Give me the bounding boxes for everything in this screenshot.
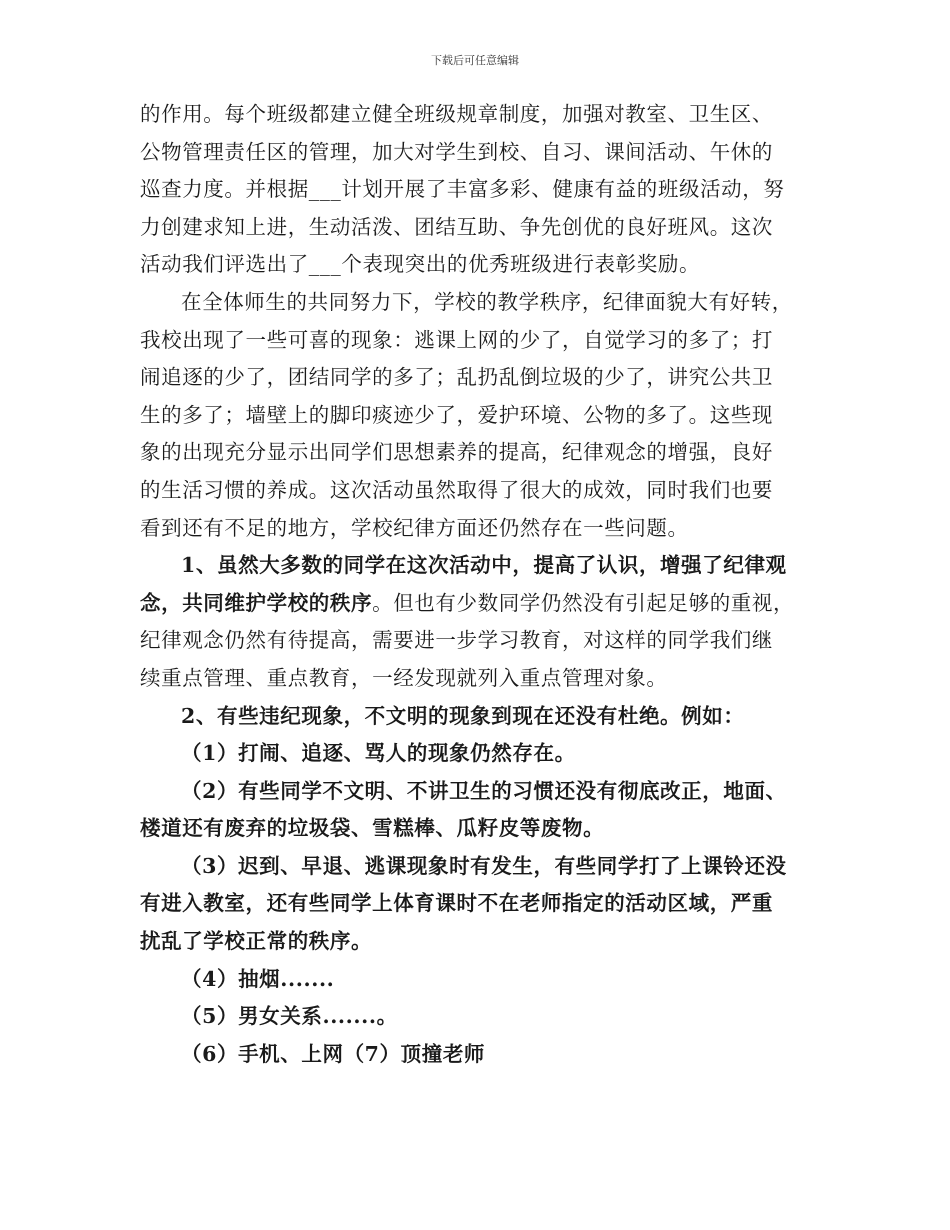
text-line: 1、虽然大多数的同学在这次活动中，提高了认识，增强了纪律观 <box>181 553 787 578</box>
text-line: 续重点管理、重点教育，一经发现就列入重点管理对象。 <box>140 665 668 690</box>
text-line: 象的出现充分显示出同学们思想素养的提高，纪律观念的增强，良好 <box>140 440 773 465</box>
text-line: 扰乱了学校正常的秩序。 <box>140 929 373 954</box>
bold-span: 念，共同维护学校的秩序 <box>140 590 373 615</box>
text-line: 生的多了；墙壁上的脚印痰迹少了，爱护环境、公物的多了。这些现 <box>140 402 773 427</box>
text-line: 楼道还有废弃的垃圾袋、雪糕棒、瓜籽皮等废物。 <box>140 816 605 841</box>
text-line <box>140 585 830 623</box>
text-line: 我校出现了一些可喜的现象：逃课上网的少了，自觉学习的多了；打 <box>140 327 773 352</box>
text-line: 活动我们评选出了___个表现突出的优秀班级进行表彰奖励。 <box>140 252 701 277</box>
text-line: 2、有些违纪现象，不文明的现象到现在还没有杜绝。例如： <box>181 703 745 728</box>
list-item: （3）迟到、早退、逃课现象时有发生，有些同学打了上课铃还没 <box>181 853 787 878</box>
text-line: 闹追逐的少了，团结同学的多了；乱扔乱倒垃圾的少了，讲究公共卫 <box>140 365 773 390</box>
text-line: 看到还有不足的地方，学校纪律方面还仍然存在一些问题。 <box>140 515 689 540</box>
text-line: 力创建求知上进，生动活泼、团结互助、争先创优的良好班风。这次 <box>140 214 773 239</box>
text-line: 纪律观念仍然有待提高，需要进一步学习教育，对这样的同学我们继 <box>140 628 773 653</box>
text-line: 在全体师生的共同努力下，学校的教学秩序，纪律面貌大有好转， <box>181 289 793 314</box>
document-body <box>140 96 830 1073</box>
page-header: 下载后可任意编辑 <box>431 54 519 67</box>
list-item: （2）有些同学不文明、不讲卫生的习惯还没有彻底改正，地面、 <box>181 778 787 803</box>
regular-span: 。但也有少数同学仍然没有引起足够的重视， <box>372 590 795 615</box>
text-line: 的作用。每个班级都建立健全班级规章制度，加强对教室、卫生区、 <box>140 102 773 126</box>
text-line: 公物管理责任区的管理，加大对学生到校、自习、课间活动、午休的 <box>140 139 773 164</box>
list-item: （4）抽烟....... <box>181 966 335 991</box>
text-line: 有进入教室，还有些同学上体育课时不在老师指定的活动区域，严重 <box>140 891 773 916</box>
text-line: 巡查力度。并根据___计划开展了丰富多彩、健康有益的班级活动，努 <box>140 177 785 202</box>
list-item: （6）手机、上网（7）顶撞老师 <box>181 1041 486 1066</box>
list-item: （1）打闹、追逐、骂人的现象仍然存在。 <box>181 741 576 766</box>
text-line: 的生活习惯的养成。这次活动虽然取得了很大的成效，同时我们也要 <box>140 477 773 502</box>
list-item: （5）男女关系.......。 <box>181 1004 398 1029</box>
